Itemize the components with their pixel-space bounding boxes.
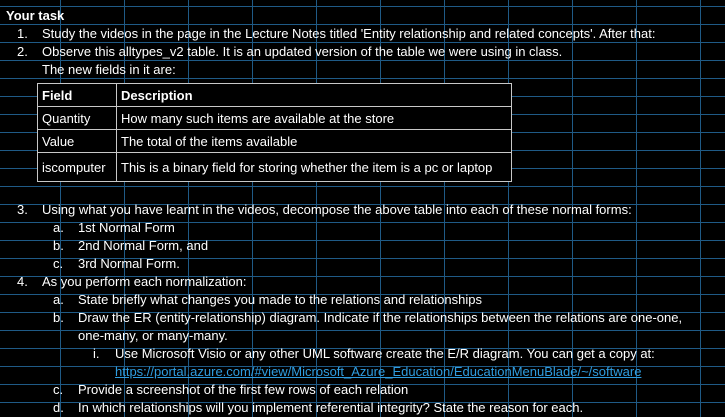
- table-row: [38, 107, 512, 130]
- task-1-text: Study the videos in the page in the Lecture Notes titled 'Entity relationship and related concepts'. After that:: [42, 26, 656, 41]
- cell-field: Value: [38, 130, 117, 153]
- task-3c-letter: c.: [53, 256, 64, 271]
- task-4b-text: Draw the ER (entity-relationship) diagram. Indicate if the relationships between the relations are one-one,: [78, 310, 683, 325]
- header-description: Description: [117, 84, 512, 107]
- task-4b-letter: b.: [53, 310, 64, 325]
- task-4b-text-continued: one-many, or many-many.: [78, 328, 228, 343]
- cell-field: iscomputer: [38, 153, 117, 182]
- task-4d-letter: d.: [53, 400, 64, 415]
- table-row: [38, 153, 512, 182]
- task-4-number: 4.: [17, 274, 28, 289]
- task-4a-text: State briefly what changes you made to the relations and relationships: [78, 292, 482, 307]
- task-3a-text: 1st Normal Form: [78, 220, 175, 235]
- task-3b-text: 2nd Normal Form, and: [78, 238, 209, 253]
- task-3-text: Using what you have learnt in the videos, decompose the above table into each of these normal forms:: [42, 202, 632, 217]
- task-4c-text: Provide a screenshot of the first few rows of each relation: [78, 382, 409, 397]
- task-4b-i-text: Use Microsoft Visio or any other UML software create the E/R diagram. You can get a copy at:: [115, 346, 655, 361]
- task-4b-i-number: i.: [93, 346, 100, 361]
- task-2-text: Observe this alltypes_v2 table. It is an updated version of the table we were using in class.: [42, 44, 563, 59]
- task-2-subtext: The new fields in it are:: [42, 62, 176, 77]
- task-4-text: As you perform each normalization:: [42, 274, 247, 289]
- task-4d-text: In which relationships will you implement referential integrity? State the reason for each.: [78, 400, 584, 415]
- cell-field: Quantity: [38, 107, 117, 130]
- section-heading: Your task: [6, 8, 65, 23]
- task-3a-letter: a.: [53, 220, 64, 235]
- azure-education-software-link[interactable]: https://portal.azure.com/#view/Microsoft_Azure_Education/EducationMenuBlade/~/software: [115, 364, 642, 379]
- task-1-number: 1.: [17, 26, 28, 41]
- cell-description: The total of the items available: [117, 130, 512, 153]
- new-fields-table: [37, 83, 512, 182]
- task-4c-letter: c.: [53, 382, 64, 397]
- task-3b-letter: b.: [53, 238, 64, 253]
- task-3-number: 3.: [17, 202, 28, 217]
- cell-description: This is a binary field for storing whether the item is a pc or laptop: [117, 153, 512, 182]
- cell-description: How many such items are available at the store: [117, 107, 512, 130]
- table-header-row: [38, 84, 512, 107]
- task-4a-letter: a.: [53, 292, 64, 307]
- task-3c-text: 3rd Normal Form.: [78, 256, 180, 271]
- table-row: [38, 130, 512, 153]
- header-field: Field: [38, 84, 117, 107]
- task-2-number: 2.: [17, 44, 28, 59]
